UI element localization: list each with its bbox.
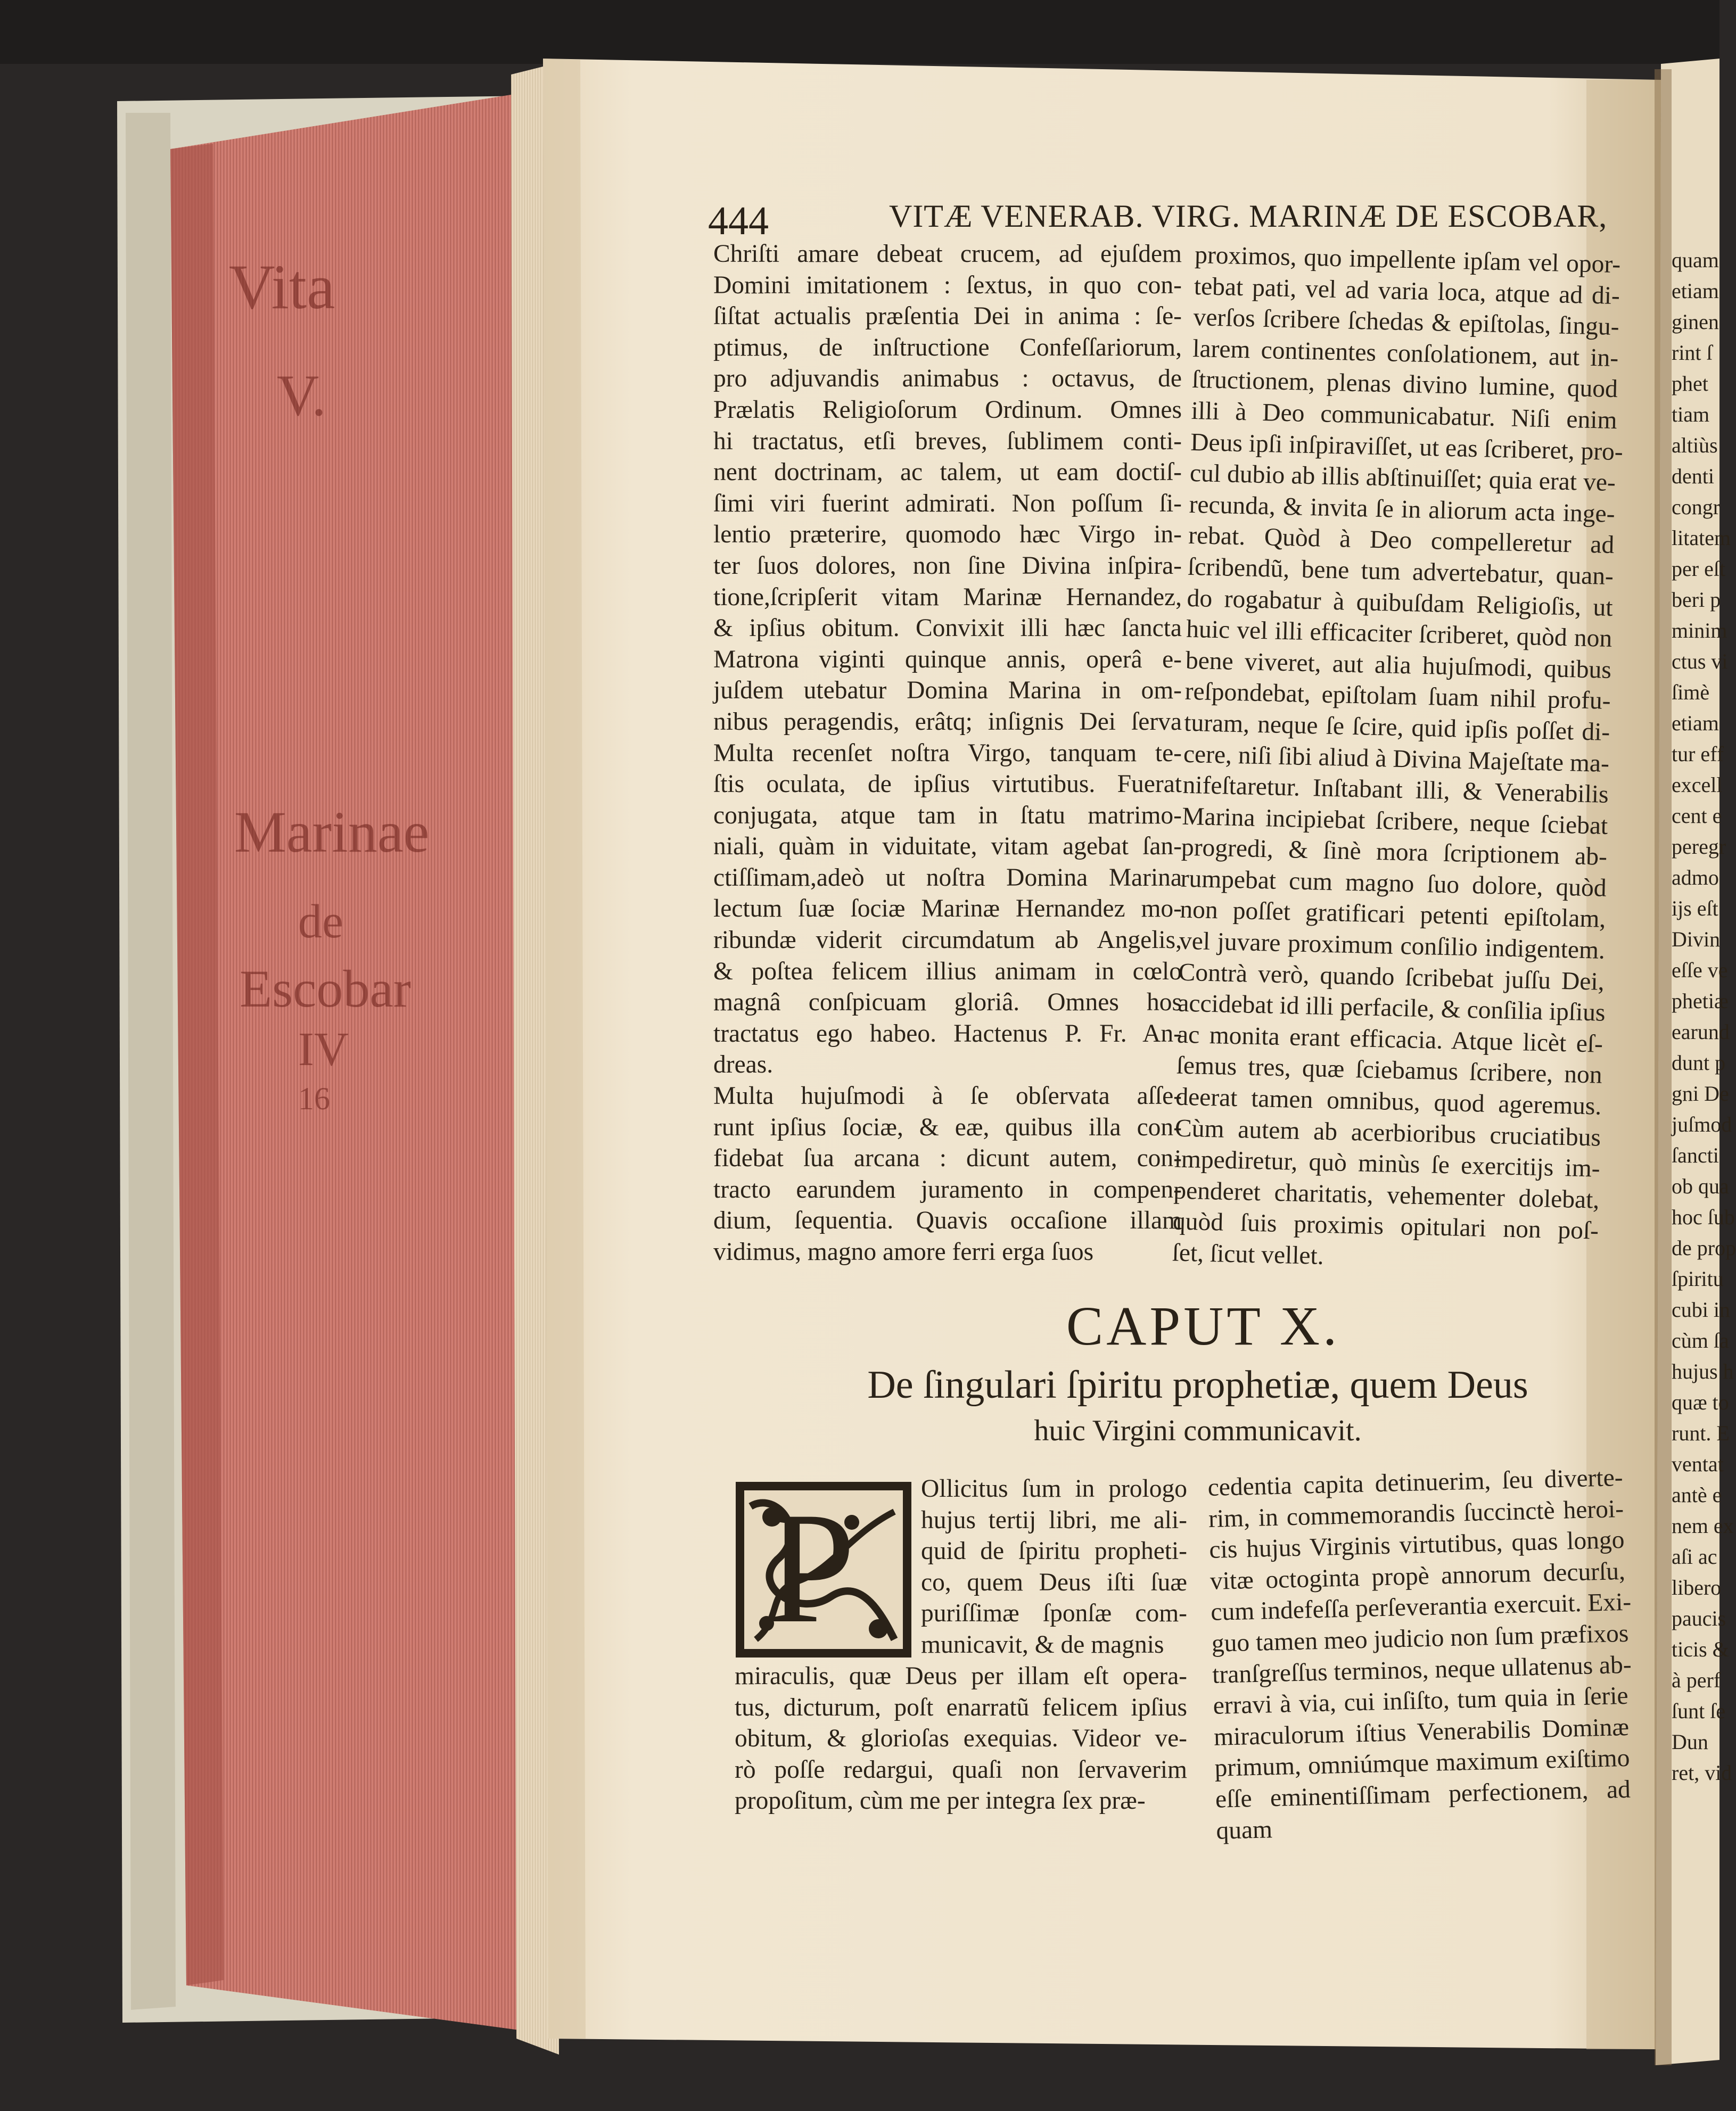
- bottom-right-column: [1207, 1462, 1632, 1846]
- text-line: erravi à via, cui inſiſto, tum quia in ſerie: [1213, 1681, 1629, 1720]
- edge-fragment: tiam: [1672, 402, 1710, 426]
- text-line: ptimus, de inſtructione Confeſſariorum,: [713, 333, 1182, 361]
- spine-word-4: de: [298, 895, 343, 948]
- edge-fragment: ventat: [1672, 1452, 1724, 1476]
- edge-fragment: etiam: [1672, 711, 1719, 735]
- edge-fragment: dunt p: [1672, 1051, 1726, 1075]
- text-line: niali, quàm in viduitate, vitam agebat ſan-: [713, 832, 1182, 861]
- edge-fragment: antè e: [1672, 1483, 1722, 1507]
- text-line: runt ipſius ſociæ, & eæ, quibus illa con-: [713, 1113, 1182, 1141]
- running-head: VITÆ VENERAB. VIRG. MARINÆ DE ESCOBAR,: [889, 199, 1608, 234]
- text-line: cum indefeſſa perſeverantia exercuit. Exi-: [1210, 1588, 1632, 1627]
- text-line: tebat pati, vel ad varia loca, atque ad di-: [1194, 272, 1620, 310]
- edge-fragment: eſſe ve: [1672, 958, 1728, 982]
- text-line: primum, omniúmque maximum exiſtimo: [1214, 1744, 1630, 1783]
- text-line: magnâ conſpicuam gloriâ. Omnes hos: [713, 988, 1182, 1017]
- text-line: larem continentes conſolationem, aut in-: [1192, 334, 1619, 372]
- chapter-title: CAPUT X.: [1066, 1296, 1340, 1357]
- text-line: vel juvare proximum conſilio indigentem.: [1179, 927, 1606, 964]
- text-line: Contrà verò, quando ſcribebat juſſu Dei,: [1178, 958, 1605, 996]
- initial-letter: P: [767, 1479, 855, 1656]
- text-line: quòd ſuis proximis opitulari non poſ-: [1172, 1207, 1599, 1246]
- text-line: verſos ſcribere ſchedas & epiſtolas, ſingu-: [1193, 303, 1620, 341]
- text-line: reſpondebat, epiſtolam ſuam nihil profu-: [1184, 678, 1611, 715]
- edge-fragment: nem ex: [1672, 1514, 1734, 1538]
- spine-word-5: Escobar: [240, 959, 412, 1018]
- text-line: non poſſet gratificari petenti epiſtolam,: [1179, 896, 1606, 934]
- edge-fragment: ticis &: [1672, 1637, 1729, 1661]
- text-line: lectum ſuæ ſociæ Marinæ Hernandez mo-: [713, 895, 1182, 923]
- text-line: ſiſtat actualis præſentia Dei in anima : ſe-: [713, 302, 1182, 331]
- text-line: pro adjuvandis animabus : octavus, de: [713, 365, 1182, 393]
- text-line: tione,ſcripſerit vitam Marinæ Hernandez,: [713, 583, 1182, 611]
- text-line: cedentia capita detinuerim, ſeu diverte-: [1207, 1463, 1624, 1502]
- text-line: impediretur, quò minùs ſe exercitijs im-: [1174, 1145, 1601, 1183]
- edge-fragment: paucis: [1672, 1606, 1726, 1630]
- text-line: rebat. Quòd à Deo compelleretur ad: [1188, 522, 1615, 559]
- text-line: Domini imitationem : ſextus, in quo con-: [713, 271, 1182, 299]
- text-line: bene viveret, aut alia hujuſmodi, quibus: [1185, 646, 1612, 684]
- text-line: huic vel illi efficaciter ſcriberet, quòd non: [1186, 615, 1612, 653]
- edge-fragment: ſpiritu: [1672, 1267, 1724, 1291]
- text-line: nibus peragendis, erâtq; inſignis Dei ſerva: [713, 707, 1182, 736]
- edge-fragment: ret, vid: [1672, 1761, 1732, 1785]
- edge-fragment: ginen: [1672, 310, 1719, 334]
- text-line: puriſſimæ ſponſæ com-: [921, 1599, 1187, 1628]
- text-line: ac monita erant efficacia. Atque licèt eſ-: [1176, 1020, 1603, 1058]
- text-line: juſdem utebatur Domina Marina in om-: [713, 677, 1182, 705]
- edge-fragment: per eſt: [1672, 557, 1726, 581]
- edge-fragment: quæ to: [1672, 1390, 1729, 1414]
- text-line: & poſtea felicem illius animam in cœlo: [713, 957, 1182, 985]
- edge-fragment: cent e: [1672, 804, 1722, 828]
- spine-word-7: 16: [298, 1081, 330, 1116]
- spine-word-6: IV: [298, 1023, 349, 1076]
- text-line: tracto earundem juramento in compen-: [713, 1175, 1182, 1203]
- edge-fragment: à perf: [1672, 1668, 1721, 1692]
- chapter-subtitle-line-2: huic Virgini communicavit.: [1034, 1414, 1362, 1447]
- text-line: do rogabatur à quibuſdam Religioſis, ut: [1187, 584, 1614, 622]
- text-line: hi tractatus, etſi breves, ſublimem conti-: [713, 427, 1182, 455]
- text-line: ſimi viri fuerint admirati. Non poſſum ſi-: [713, 489, 1182, 517]
- spine-word-3: Marinae: [234, 799, 430, 864]
- text-line: proximos, quo impellente ipſam vel opor-: [1194, 241, 1621, 279]
- edge-fragment: altiùs: [1672, 433, 1718, 457]
- text-line: turam, neque ſe ſcire, quid ipſis poſſet di-: [1183, 708, 1610, 746]
- text-line: ctiſſimam,adeò ut noſtra Domina Marina: [713, 863, 1182, 892]
- edge-fragment: aſi ac: [1672, 1545, 1717, 1569]
- text-line: ribundæ viderit circumdatum ab Angelis,: [713, 926, 1182, 954]
- text-line: dium, ſequentia. Quavis occaſione illam: [713, 1207, 1182, 1235]
- edge-fragment: cubi in: [1672, 1298, 1730, 1322]
- text-line: ſcribendũ, bene tum advertebatur, quan-: [1187, 553, 1614, 590]
- text-line: rim, in commemorandis ſuccinctè heroi-: [1208, 1495, 1624, 1533]
- text-line: deerat tamen omnibus, quod ageremus.: [1175, 1083, 1602, 1120]
- text-line: miraculorum iſtius Venerabilis Dominæ: [1213, 1713, 1630, 1751]
- text-line: Cùm autem ab acerbioribus cruciatibus: [1174, 1114, 1601, 1152]
- bottom-left-beside-initial: [921, 1473, 1187, 1661]
- facing-page-edge-text: [1672, 245, 1736, 1788]
- edge-fragment: rint ſ: [1672, 341, 1713, 365]
- edge-fragment: minim: [1672, 619, 1727, 642]
- text-line: vidimus, magno amore ferri erga ſuos: [713, 1238, 1094, 1266]
- edge-fragment: admo: [1672, 865, 1719, 889]
- text-line: obitum, & glorioſas exequias. Videor ve-: [735, 1725, 1187, 1753]
- text-line: rumpebat cum magno ſuo dolore, quòd: [1180, 864, 1607, 902]
- text-line: cul dubio ab illis abſtinuiſſet; quia erat ve-: [1189, 459, 1616, 497]
- top-right-column: [1172, 240, 1624, 1278]
- edge-fragment: hujus h: [1672, 1359, 1734, 1383]
- text-line: Deus ipſi inſpiraviſſet, ut eas ſcriberet, pro-: [1190, 428, 1624, 466]
- edge-fragment: excell: [1672, 773, 1723, 797]
- text-line: ſemus tres, quæ ſciebamus ſcribere, non: [1176, 1052, 1603, 1090]
- edge-fragment: etiam: [1672, 279, 1719, 303]
- edge-fragment: tur eff: [1672, 742, 1724, 766]
- text-line: quam: [1215, 1815, 1273, 1845]
- edge-fragment: denti: [1672, 464, 1714, 488]
- text-line: dreas.: [713, 1051, 774, 1079]
- page-number: 444: [708, 199, 769, 243]
- text-line: co, quem Deus iſti ſuæ: [921, 1568, 1187, 1596]
- text-line: tractatus ego habeo. Hactenus P. Fr. An-: [713, 1019, 1182, 1048]
- text-line: ſet, ſicut vellet.: [1172, 1239, 1324, 1270]
- text-line: cis hujus Virginis virtutibus, quas longo: [1208, 1526, 1625, 1564]
- edge-fragment: libero: [1672, 1576, 1722, 1599]
- spine-word-2: V.: [277, 363, 326, 428]
- text-line: ſtis oculata, de ipſius virtutibus. Fuerat: [713, 770, 1182, 798]
- text-line: ter ſuos dolores, non ſine Divina inſpira-: [713, 551, 1182, 580]
- text-line: accidebat id illi perfacile, & conſilia ipſius: [1177, 989, 1606, 1027]
- edge-fragment: litatem: [1672, 526, 1731, 550]
- edge-fragment: ctus vi: [1672, 649, 1728, 673]
- text-line: Multa recenſet noſtra Virgo, tanquam te-: [713, 739, 1182, 767]
- text-line: & ipſius obitum. Convixit illi hæc ſancta: [713, 614, 1182, 642]
- chapter-subtitle-line-1: De ſingulari ſpiritu prophetiæ, quem Deus: [867, 1363, 1528, 1407]
- text-line: eſſe eminentiſſimam perfectionem, ad: [1215, 1775, 1631, 1813]
- text-line: Prælatis Religioſorum Ordinum. Omnes: [713, 395, 1182, 424]
- text-line: fidebat ſua arcana : dicunt autem, con-: [713, 1144, 1182, 1173]
- text-line: Matrona viginti quinque annis, operâ e-: [713, 645, 1182, 673]
- text-line: nifeſtaretur. Inſtabant illi, & Venerabilis: [1182, 771, 1609, 809]
- edge-fragment: beri p: [1672, 588, 1721, 612]
- text-line: penderet charitatis, vehementer dolebat,: [1173, 1176, 1600, 1214]
- edge-fragment: earund: [1672, 1020, 1730, 1044]
- text-line: miraculis, quæ Deus per illam eſt opera-: [735, 1662, 1187, 1690]
- edge-fragment: peregr: [1672, 835, 1726, 859]
- text-line: quid de ſpiritu propheti-: [921, 1537, 1187, 1565]
- edge-fragment: ſunt ſe: [1672, 1699, 1726, 1723]
- edge-fragment: Dun: [1672, 1730, 1708, 1754]
- text-line: tranſgreſſus terminos, neque ullatenus ab-: [1212, 1651, 1632, 1689]
- edge-fragment: de prop: [1672, 1236, 1736, 1260]
- text-line: propoſitum, cùm me per integra ſex præ-: [735, 1787, 1146, 1815]
- edge-fragment: ſancti: [1672, 1143, 1719, 1167]
- text-line: lentio præterire, quomodo hæc Virgo in-: [713, 521, 1182, 549]
- text-line: conjugata, atque tam in ſtatu matrimo-: [713, 801, 1182, 829]
- text-line: Ollicitus ſum in prologo: [921, 1475, 1187, 1503]
- edge-fragment: cùm ſa: [1672, 1329, 1729, 1353]
- edge-fragment: hoc ſub: [1672, 1205, 1735, 1229]
- edge-fragment: Divin: [1672, 927, 1721, 951]
- bottom-left-column: [735, 1661, 1187, 1817]
- edge-fragment: ob qua: [1672, 1174, 1729, 1198]
- edge-fragment: phet: [1672, 372, 1708, 395]
- spine-word-1: Vita: [229, 251, 335, 322]
- edge-fragment: ſimè: [1672, 680, 1710, 704]
- edge-fragment: juſmod: [1672, 1112, 1732, 1136]
- text-line: progredi, & ſinè mora ſcriptionem ab-: [1181, 833, 1608, 871]
- edge-fragment: congr: [1672, 495, 1721, 519]
- edge-fragment: gni De: [1672, 1082, 1729, 1106]
- text-line: Chriſti amare debeat crucem, ad ejuſdem: [713, 240, 1182, 268]
- edge-fragment: ijs eſt: [1672, 896, 1718, 920]
- top-left-column: [713, 238, 1182, 1268]
- text-line: cere, niſi ſibi aliud à Divina Majeſtate ma-: [1183, 740, 1610, 778]
- text-line: recunda, & invita ſe in aliorum acta inge-: [1189, 490, 1616, 528]
- page-edges: [170, 90, 543, 2033]
- text-line: guo tamen meo judicio non ſum præfixos: [1211, 1619, 1629, 1658]
- text-line: ſtructionem, plenas divino lumine, quod: [1191, 366, 1618, 403]
- text-line: hujus tertij libri, me ali-: [921, 1506, 1187, 1534]
- text-line: vitæ octoginta propè annorum decurſu,: [1210, 1557, 1626, 1595]
- text-line: Marina incipiebat ſcribere, neque ſciebat: [1181, 802, 1608, 840]
- edge-fragment: quam: [1672, 248, 1719, 272]
- text-line: municavit, & de magnis: [921, 1630, 1164, 1659]
- edge-fragment: phetiæ: [1672, 989, 1729, 1013]
- edge-fragment: runt. E: [1672, 1421, 1730, 1445]
- text-line: Multa hujuſmodi à ſe obſervata aſſe-: [713, 1082, 1182, 1110]
- text-line: tus, dicturum, poſt enarratũ felicem ipſius: [735, 1693, 1187, 1721]
- text-line: illi à Deo communicabatur. Niſi enim: [1191, 397, 1618, 435]
- text-line: nent doctrinam, ac talem, ut eam doctiſ-: [713, 458, 1182, 486]
- text-line: rò poſſe redargui, quaſi non ſervaverim: [735, 1755, 1187, 1784]
